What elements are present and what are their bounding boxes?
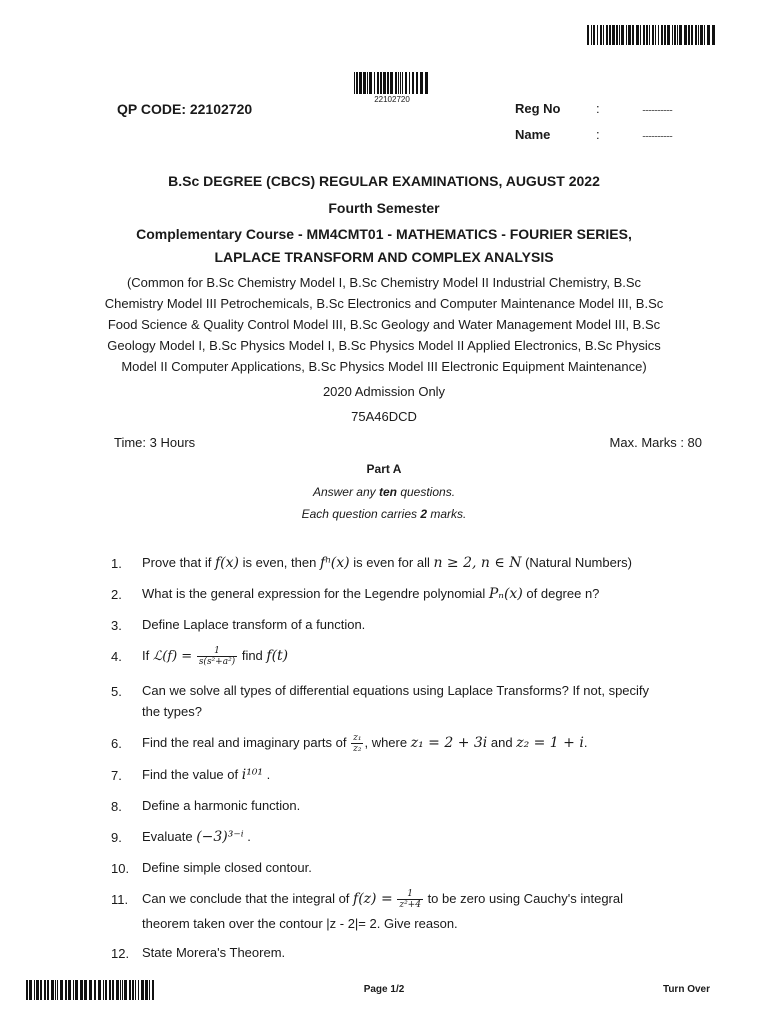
q4-fraction-num: 1 [197, 646, 237, 657]
barcode-bar [105, 980, 107, 1000]
barcode-bar [363, 72, 366, 94]
barcode-bar [55, 980, 56, 1000]
instruction-count: ten [378, 485, 397, 499]
barcode-bar [132, 980, 134, 1000]
question-7-number: 7. [111, 768, 122, 783]
barcode-bar [402, 72, 403, 94]
barcode-bar [677, 25, 678, 45]
barcode-bar [138, 980, 139, 1000]
barcode-bar [593, 25, 595, 45]
barcode-bar [80, 980, 83, 1000]
barcode-bar [116, 980, 119, 1000]
reg-no-field: .................... [642, 103, 673, 113]
marks-post: marks. [427, 507, 467, 521]
reg-no-label: Reg No [515, 101, 561, 116]
barcode-bar [425, 72, 428, 94]
q6-fraction-den: z₂ [353, 744, 362, 755]
barcode-bar [122, 980, 123, 1000]
question-6-number: 6. [111, 736, 122, 751]
question-4-number: 4. [111, 649, 122, 664]
barcode-bar [603, 25, 604, 45]
barcode-bar [661, 25, 663, 45]
barcode-bar [684, 25, 687, 45]
barcode-bar [387, 72, 389, 94]
instruction-post: questions. [396, 485, 456, 499]
question-9-number: 9. [111, 830, 122, 845]
q4-text-1: If [142, 648, 153, 663]
barcode-bar [135, 980, 136, 1000]
part-title: Part A [366, 462, 402, 476]
q7-text-1: Find the value of [142, 767, 242, 782]
barcode-bar [649, 25, 650, 45]
course-line-1: Complementary Course - MM4CMT01 - MATHEMATICS - FOURIER SERIES, [136, 226, 632, 242]
barcode-bar [36, 980, 39, 1000]
barcode-bar [390, 72, 393, 94]
barcode-bar [60, 980, 63, 1000]
barcode-bar [704, 25, 705, 45]
barcode-bar [646, 25, 648, 45]
q1-text-2: is even, then [239, 555, 320, 570]
qp-code: QP CODE: 22102720 [117, 101, 253, 117]
q9-math-1: (−3)³⁻ⁱ [196, 829, 244, 845]
barcode-bar [395, 72, 397, 94]
q8-text-1: Define a harmonic function. [142, 798, 301, 813]
q7-math-1: i¹⁰¹ [241, 767, 264, 783]
barcode-bar [400, 72, 401, 94]
barcode-bar [129, 980, 131, 1000]
barcode-bar [636, 25, 639, 45]
barcode-bar [57, 980, 58, 1000]
admission-note: 2020 Admission Only [322, 384, 446, 399]
common-line-2: Chemistry Model III Petrochemicals, B.Sc Electronics and Computer Maintenance Model III, B.Sc [104, 296, 664, 311]
q11-text-2: to be zero using Cauchy's integral [423, 891, 623, 906]
q11-fraction-den: z²+4 [399, 900, 421, 911]
q4-fraction [197, 646, 237, 667]
barcode-bar [68, 980, 71, 1000]
q1-math-2: fⁿ(x) [319, 555, 350, 571]
barcode-bar [367, 72, 368, 94]
common-line-4: Geology Model I, B.Sc Physics Model I, B.Sc Physics Model II Applied Electronics, B.Sc Physics [107, 338, 661, 353]
barcode-bar [34, 980, 35, 1000]
exam-title: B.Sc DEGREE (CBCS) REGULAR EXAMINATIONS, AUGUST 2022 [168, 173, 600, 189]
reg-no-colon: : [596, 101, 600, 116]
max-marks: Max. Marks : 80 [609, 435, 702, 450]
barcode-bar [655, 25, 656, 45]
barcode-bar [65, 980, 67, 1000]
barcode-bar [600, 25, 602, 45]
question-11 [142, 888, 712, 934]
question-5-number: 5. [111, 684, 122, 699]
q1-text-1: Prove that if [142, 555, 215, 570]
barcode-bar [664, 25, 666, 45]
barcode-bar [141, 980, 144, 1000]
barcode-bar [51, 980, 54, 1000]
barcode-bar [73, 980, 74, 1000]
top-barcode-icon [587, 25, 717, 45]
question-8-number: 8. [111, 799, 122, 814]
q6-text-1: Find the real and imaginary parts of [142, 735, 351, 750]
marks-pre: Each question carries [301, 507, 421, 521]
barcode-bar [712, 25, 715, 45]
barcode-bar [405, 72, 407, 94]
q11-line-1 [142, 888, 712, 910]
bottom-barcode-icon [26, 980, 156, 1000]
name-field: .................... [642, 129, 673, 139]
barcode-bar [672, 25, 673, 45]
turn-over: Turn Over [662, 984, 710, 995]
barcode-bar [416, 72, 418, 94]
barcode-bar [698, 25, 699, 45]
q2-math-1: Pₙ(x) [488, 586, 523, 602]
q2-text-1: What is the general expression for the Legendre polynomial [142, 586, 489, 601]
q6-fraction [351, 733, 363, 754]
question-12 [142, 942, 712, 963]
barcode-bar [29, 980, 32, 1000]
question-7 [142, 764, 712, 786]
barcode-bar [44, 980, 46, 1000]
q9-text-2: . [243, 829, 251, 844]
part-marks-note [0, 507, 768, 521]
barcode-bar [591, 25, 592, 45]
question-9 [142, 826, 712, 848]
instruction-pre: Answer any [312, 485, 379, 499]
barcode-bar [374, 72, 375, 94]
barcode-bar [420, 72, 423, 94]
question-11-number: 11. [111, 892, 129, 907]
barcode-bar [103, 980, 104, 1000]
barcode-bar [409, 72, 410, 94]
q6-math-1: z₁ = 2 + 3i [410, 735, 488, 751]
barcode-bar [40, 980, 42, 1000]
barcode-bar [26, 980, 28, 1000]
barcode-bar [658, 25, 659, 45]
exam-semester: Fourth Semester [328, 200, 440, 216]
q11-fraction-num: 1 [397, 889, 423, 900]
common-line-5: Model II Computer Applications, B.Sc Physics Model III Electronic Equipment Maintenance) [121, 359, 647, 374]
q10-text-1: Define simple closed contour. [142, 860, 312, 875]
name-colon: : [596, 127, 600, 142]
q4-math-1: ℒ(f) = [152, 649, 193, 664]
barcode-bar [377, 72, 379, 94]
barcode-bar [84, 980, 87, 1000]
question-4 [142, 645, 712, 667]
q12-text-1: State Morera's Theorem. [142, 945, 286, 960]
barcode-bar [691, 25, 693, 45]
common-line-3: Food Science & Quality Control Model III, B.Sc Geology and Water Management Model III, B.Sc [107, 317, 661, 332]
q5-line-2: the types? [142, 704, 202, 719]
barcode-bar [587, 25, 589, 45]
question-2-number: 2. [111, 587, 122, 602]
paper-code: 75A46DCD [351, 409, 417, 424]
barcode-bar [643, 25, 645, 45]
center-barcode-icon [354, 72, 430, 94]
barcode-bar [695, 25, 697, 45]
barcode-bar [667, 25, 670, 45]
marks-count: 2 [420, 507, 428, 521]
q1-math-1: f(x) [214, 555, 239, 571]
barcode-bar [606, 25, 608, 45]
center-barcode-caption: 22102720 [374, 95, 410, 104]
question-10-number: 10. [111, 861, 130, 876]
barcode-bar [609, 25, 611, 45]
barcode-bar [632, 25, 634, 45]
name-label: Name [515, 127, 551, 142]
q1-text-3: is even for all [349, 555, 434, 570]
barcode-bar [124, 980, 127, 1000]
question-3-number: 3. [111, 618, 122, 633]
barcode-bar [597, 25, 598, 45]
barcode-bar [356, 72, 358, 94]
q6-text-4: . [583, 735, 588, 750]
barcode-bar [398, 72, 399, 94]
q3-text-1: Define Laplace transform of a function. [142, 617, 366, 632]
barcode-bar [94, 980, 96, 1000]
q11-math-1: f(z) = [353, 891, 393, 907]
barcode-bar [621, 25, 624, 45]
barcode-bar [145, 980, 148, 1000]
barcode-bar [109, 980, 111, 1000]
question-6 [142, 732, 712, 754]
question-8 [142, 795, 712, 816]
course-line-2: LAPLACE TRANSFORM AND COMPLEX ANALYSIS [214, 249, 554, 265]
q6-fraction-num: z₁ [353, 733, 362, 744]
barcode-bar [619, 25, 620, 45]
barcode-bar [707, 25, 710, 45]
q4-text-2: find [241, 648, 267, 663]
q9-text-1: Evaluate [142, 829, 197, 844]
barcode-bar [359, 72, 362, 94]
q11-line-2: theorem taken over the contour |z - 2|= 2. Give reason. [142, 916, 458, 932]
barcode-bar [89, 980, 92, 1000]
barcode-bar [616, 25, 618, 45]
barcode-bar [369, 72, 372, 94]
question-3 [142, 614, 712, 635]
barcode-bar [652, 25, 654, 45]
q7-text-2: . [263, 767, 271, 782]
q5-line-1: Can we solve all types of differential equations using Laplace Transforms? If not, specify [142, 683, 650, 698]
barcode-bar [700, 25, 703, 45]
exam-time: Time: 3 Hours [114, 435, 196, 450]
barcode-bar [412, 72, 414, 94]
question-1-number: 1. [111, 556, 122, 571]
q2-text-2: of degree n? [522, 586, 600, 601]
q6-text-2: , where [364, 735, 411, 750]
barcode-bar [149, 980, 150, 1000]
barcode-bar [47, 980, 49, 1000]
barcode-bar [626, 25, 627, 45]
q4-fraction-den: s(s²+a²) [198, 657, 236, 668]
question-10 [142, 857, 712, 878]
barcode-bar [380, 72, 382, 94]
q4-math-2: f(t) [266, 648, 289, 664]
question-5 [142, 680, 712, 722]
q11-text-1: Can we conclude that the integral of [142, 891, 354, 906]
q11-fraction [397, 889, 423, 910]
question-12-number: 12. [111, 946, 130, 961]
barcode-bar [98, 980, 101, 1000]
barcode-bar [354, 72, 355, 94]
common-line-1: (Common for B.Sc Chemistry Model I, B.Sc Chemistry Model II Industrial Chemistry, B.Sc [126, 275, 642, 290]
barcode-bar [75, 980, 78, 1000]
barcode-bar [679, 25, 682, 45]
q1-text-4: (Natural Numbers) [521, 555, 632, 570]
question-1 [142, 552, 712, 574]
barcode-bar [383, 72, 386, 94]
barcode-bar [120, 980, 121, 1000]
barcode-bar [640, 25, 641, 45]
q1-math-3: n ≥ 2, n ∈ N [433, 555, 522, 571]
barcode-bar [152, 980, 154, 1000]
page-number: Page 1/2 [363, 984, 405, 995]
barcode-bar [112, 980, 114, 1000]
q6-math-2: z₂ = 1 + i [516, 735, 584, 751]
barcode-bar [688, 25, 690, 45]
barcode-bar [674, 25, 676, 45]
question-2 [142, 583, 712, 605]
q6-text-3: and [487, 735, 517, 750]
barcode-bar [612, 25, 615, 45]
barcode-bar [628, 25, 631, 45]
part-instruction [0, 485, 768, 499]
